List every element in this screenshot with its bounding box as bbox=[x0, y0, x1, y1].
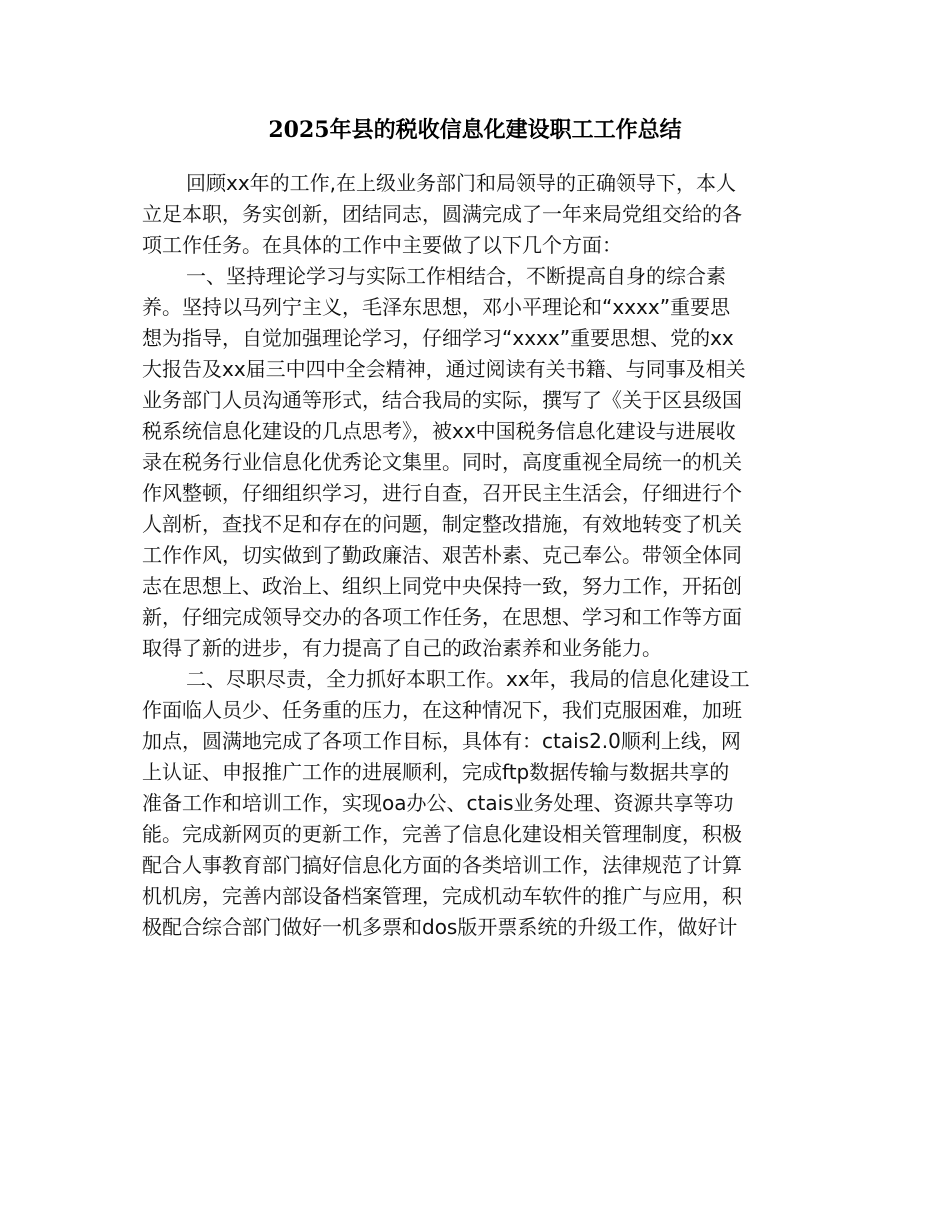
body-line: 人剖析，查找不足和存在的问题，制定整改措施，有效地转变了机关 bbox=[142, 512, 742, 536]
body-line: 新，仔细完成领导交办的各项工作任务，在思想、学习和工作等方面 bbox=[142, 605, 742, 629]
body-line: 配合人事教育部门搞好信息化方面的各类培训工作，法律规范了计算 bbox=[142, 853, 742, 877]
body-line: 工作作风，切实做到了勤政廉洁、艰苦朴素、克己奉公。带领全体同 bbox=[142, 543, 742, 567]
body-line: 二、尽职尽责，全力抓好本职工作。xx年，我局的信息化建设工 bbox=[186, 667, 750, 691]
body-line: 加点，圆满地完成了各项工作目标，具体有：ctais2.0顺利上线，网 bbox=[142, 729, 741, 753]
body-line: 志在思想上、政治上、组织上同党中央保持一致，努力工作，开拓创 bbox=[142, 574, 742, 598]
body-line: 作风整顿，仔细组织学习，进行自查，召开民主生活会，仔细进行个 bbox=[142, 481, 742, 505]
body-line: 能。完成新网页的更新工作，完善了信息化建设相关管理制度，积极 bbox=[142, 822, 742, 846]
body-line: 大报告及xx届三中四中全会精神，通过阅读有关书籍、与同事及相关 bbox=[142, 357, 746, 381]
body-line: 一、坚持理论学习与实际工作相结合，不断提高自身的综合素 bbox=[186, 264, 726, 288]
document-body bbox=[142, 168, 802, 943]
body-line: 业务部门人员沟通等形式，结合我局的实际，撰写了《关于区县级国 bbox=[142, 388, 742, 412]
body-line: 上认证、申报推广工作的进展顺利，完成ftp数据传输与数据共享的 bbox=[142, 760, 730, 784]
body-line: 取得了新的进步，有力提高了自己的政治素养和业务能力。 bbox=[142, 636, 662, 660]
body-line: 想为指导，自觉加强理论学习，仔细学习“xxxx”重要思想、党的xx bbox=[142, 326, 734, 350]
body-line: 录在税务行业信息化优秀论文集里。同时，高度重视全局统一的机关 bbox=[142, 450, 742, 474]
body-line: 项工作任务。在具体的工作中主要做了以下几个方面： bbox=[142, 233, 622, 257]
body-line: 立足本职，务实创新，团结同志，圆满完成了一年来局党组交给的各 bbox=[142, 202, 742, 226]
body-line: 准备工作和培训工作，实现oa办公、ctais业务处理、资源共享等功 bbox=[142, 791, 734, 815]
body-line: 机机房，完善内部设备档案管理，完成机动车软件的推广与应用，积 bbox=[142, 884, 742, 908]
body-line: 极配合综合部门做好一机多票和dos版开票系统的升级工作，做好计 bbox=[142, 915, 738, 939]
document-title: 2025年县的税收信息化建设职工工作总结 bbox=[268, 117, 682, 143]
body-line: 养。坚持以马列宁主义，毛泽东思想，邓小平理论和“xxxx”重要思 bbox=[142, 295, 731, 319]
body-line: 回顾xx年的工作,在上级业务部门和局领导的正确领导下，本人 bbox=[186, 171, 737, 195]
body-line: 税系统信息化建设的几点思考》，被xx中国税务信息化建设与进展收 bbox=[142, 419, 736, 443]
body-line: 作面临人员少、任务重的压力，在这种情况下，我们克服困难，加班 bbox=[142, 698, 742, 722]
